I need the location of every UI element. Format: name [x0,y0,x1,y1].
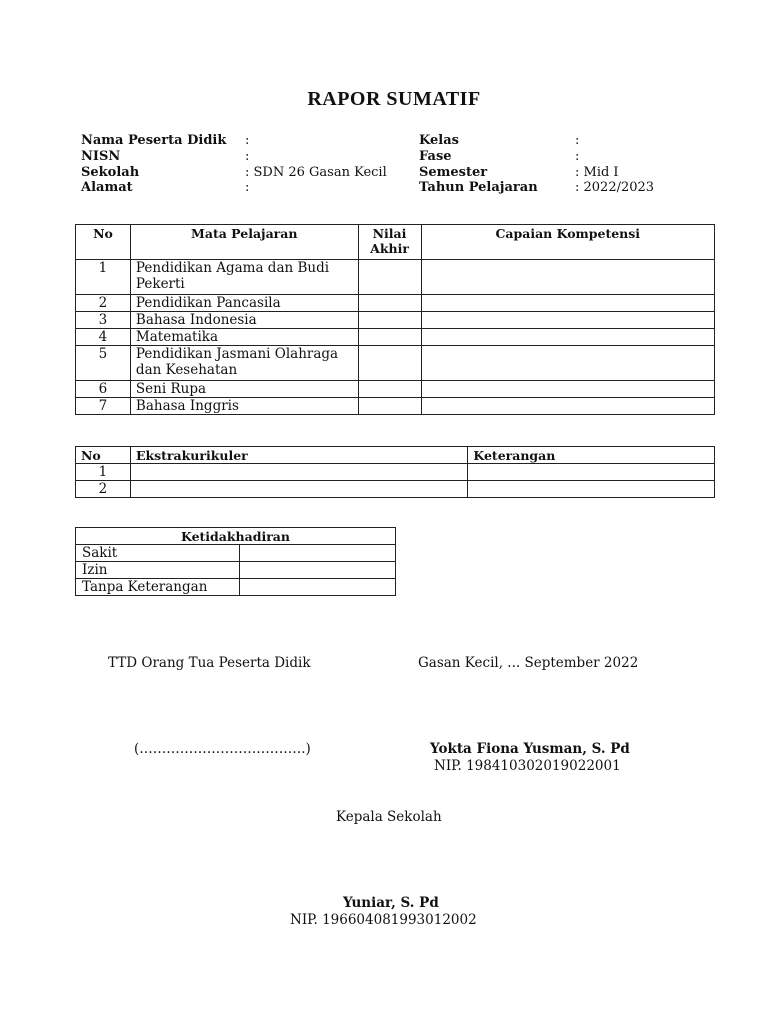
grade-no: 6 [76,381,131,398]
grade-competency-cell[interactable] [421,346,715,381]
table-row [76,464,715,481]
grade-subject: Pendidikan Agama dan Budi Pekerti [130,260,358,295]
grades-header-score: Nilai Akhir [358,225,421,260]
grade-score-cell[interactable] [358,381,421,398]
table-row [76,260,715,295]
place-date: Gasan Kecil, ... September 2022 [418,655,639,671]
grades-header-competency: Capaian Kompetensi [421,225,715,260]
grade-score-cell[interactable] [358,329,421,346]
extracurricular-name-cell[interactable] [130,464,467,481]
grade-competency-cell[interactable] [421,329,715,346]
grade-score-cell[interactable] [358,295,421,312]
extracurricular-note-cell[interactable] [468,464,715,481]
table-row [76,481,715,498]
info-value-phase: : [575,149,580,164]
info-value-year: : 2022/2023 [575,180,655,195]
info-value-class: : [575,133,580,148]
info-label-school: Sekolah [81,165,140,180]
grade-competency-cell[interactable] [421,381,715,398]
grade-no: 2 [76,295,131,312]
grade-subject: Pendidikan Pancasila [130,295,358,312]
attendance-value-cell[interactable] [239,579,395,596]
attendance-header: Ketidakhadiran [76,528,396,545]
grade-competency-cell[interactable] [421,295,715,312]
table-row [76,329,715,346]
teacher-nip: NIP. 198410302019022001 [434,758,621,774]
grade-no: 3 [76,312,131,329]
table-row [76,579,396,596]
grades-header-subject: Mata Pelajaran [130,225,358,260]
teacher-name: Yokta Fiona Yusman, S. Pd [430,741,630,757]
principal-nip: NIP. 196604081993012002 [290,912,477,928]
extracurricular-header-note: Keterangan [468,447,715,464]
grade-subject: Bahasa Indonesia [130,312,358,329]
grade-score-cell[interactable] [358,260,421,295]
parent-signature-label: TTD Orang Tua Peserta Didik [108,655,311,671]
info-label-name: Nama Peserta Didik [81,133,227,148]
table-row [76,398,715,415]
attendance-label: Izin [76,562,240,579]
principal-name: Yuniar, S. Pd [343,895,439,911]
grade-score-cell[interactable] [358,312,421,329]
extracurricular-no: 1 [76,464,131,481]
grades-header-no: No [76,225,131,260]
table-row [76,381,715,398]
grades-table [75,224,715,415]
info-label-year: Tahun Pelajaran [419,180,538,195]
grade-competency-cell[interactable] [421,398,715,415]
grade-subject: Seni Rupa [130,381,358,398]
grade-competency-cell[interactable] [421,260,715,295]
grade-score-cell[interactable] [358,346,421,381]
info-label-semester: Semester [419,165,488,180]
grade-no: 7 [76,398,131,415]
principal-label: Kepala Sekolah [336,809,442,825]
grade-no: 1 [76,260,131,295]
attendance-value-cell[interactable] [239,562,395,579]
grades-header-row [76,225,715,260]
grade-score-cell[interactable] [358,398,421,415]
table-row [76,562,396,579]
grade-no: 4 [76,329,131,346]
info-value-school: : SDN 26 Gasan Kecil [245,165,387,180]
info-label-phase: Fase [419,149,452,164]
grade-subject: Pendidikan Jasmani Olahraga dan Kesehatan [130,346,358,381]
info-label-address: Alamat [81,180,133,195]
info-value-nisn: : [245,149,250,164]
info-label-nisn: NISN [81,149,121,164]
extracurricular-header-row [76,447,715,464]
attendance-label: Sakit [76,545,240,562]
info-value-address: : [245,180,250,195]
attendance-value-cell[interactable] [239,545,395,562]
grade-subject: Bahasa Inggris [130,398,358,415]
extracurricular-note-cell[interactable] [468,481,715,498]
info-value-name: : [245,133,250,148]
report-title: RAPOR SUMATIF [307,88,481,110]
extracurricular-no: 2 [76,481,131,498]
extracurricular-name-cell[interactable] [130,481,467,498]
table-row [76,312,715,329]
attendance-header-row [76,528,396,545]
attendance-label: Tanpa Keterangan [76,579,240,596]
table-row [76,295,715,312]
extracurricular-header-name: Ekstrakurikuler [130,447,467,464]
info-value-semester: : Mid I [575,165,619,180]
info-label-class: Kelas [419,133,459,148]
extracurricular-table [75,446,715,498]
grade-subject: Matematika [130,329,358,346]
grade-competency-cell[interactable] [421,312,715,329]
extracurricular-header-no: No [76,447,131,464]
attendance-table [75,527,396,596]
parent-signature-blank: (……………………………….) [134,741,311,757]
table-row [76,545,396,562]
table-row [76,346,715,381]
grade-no: 5 [76,346,131,381]
